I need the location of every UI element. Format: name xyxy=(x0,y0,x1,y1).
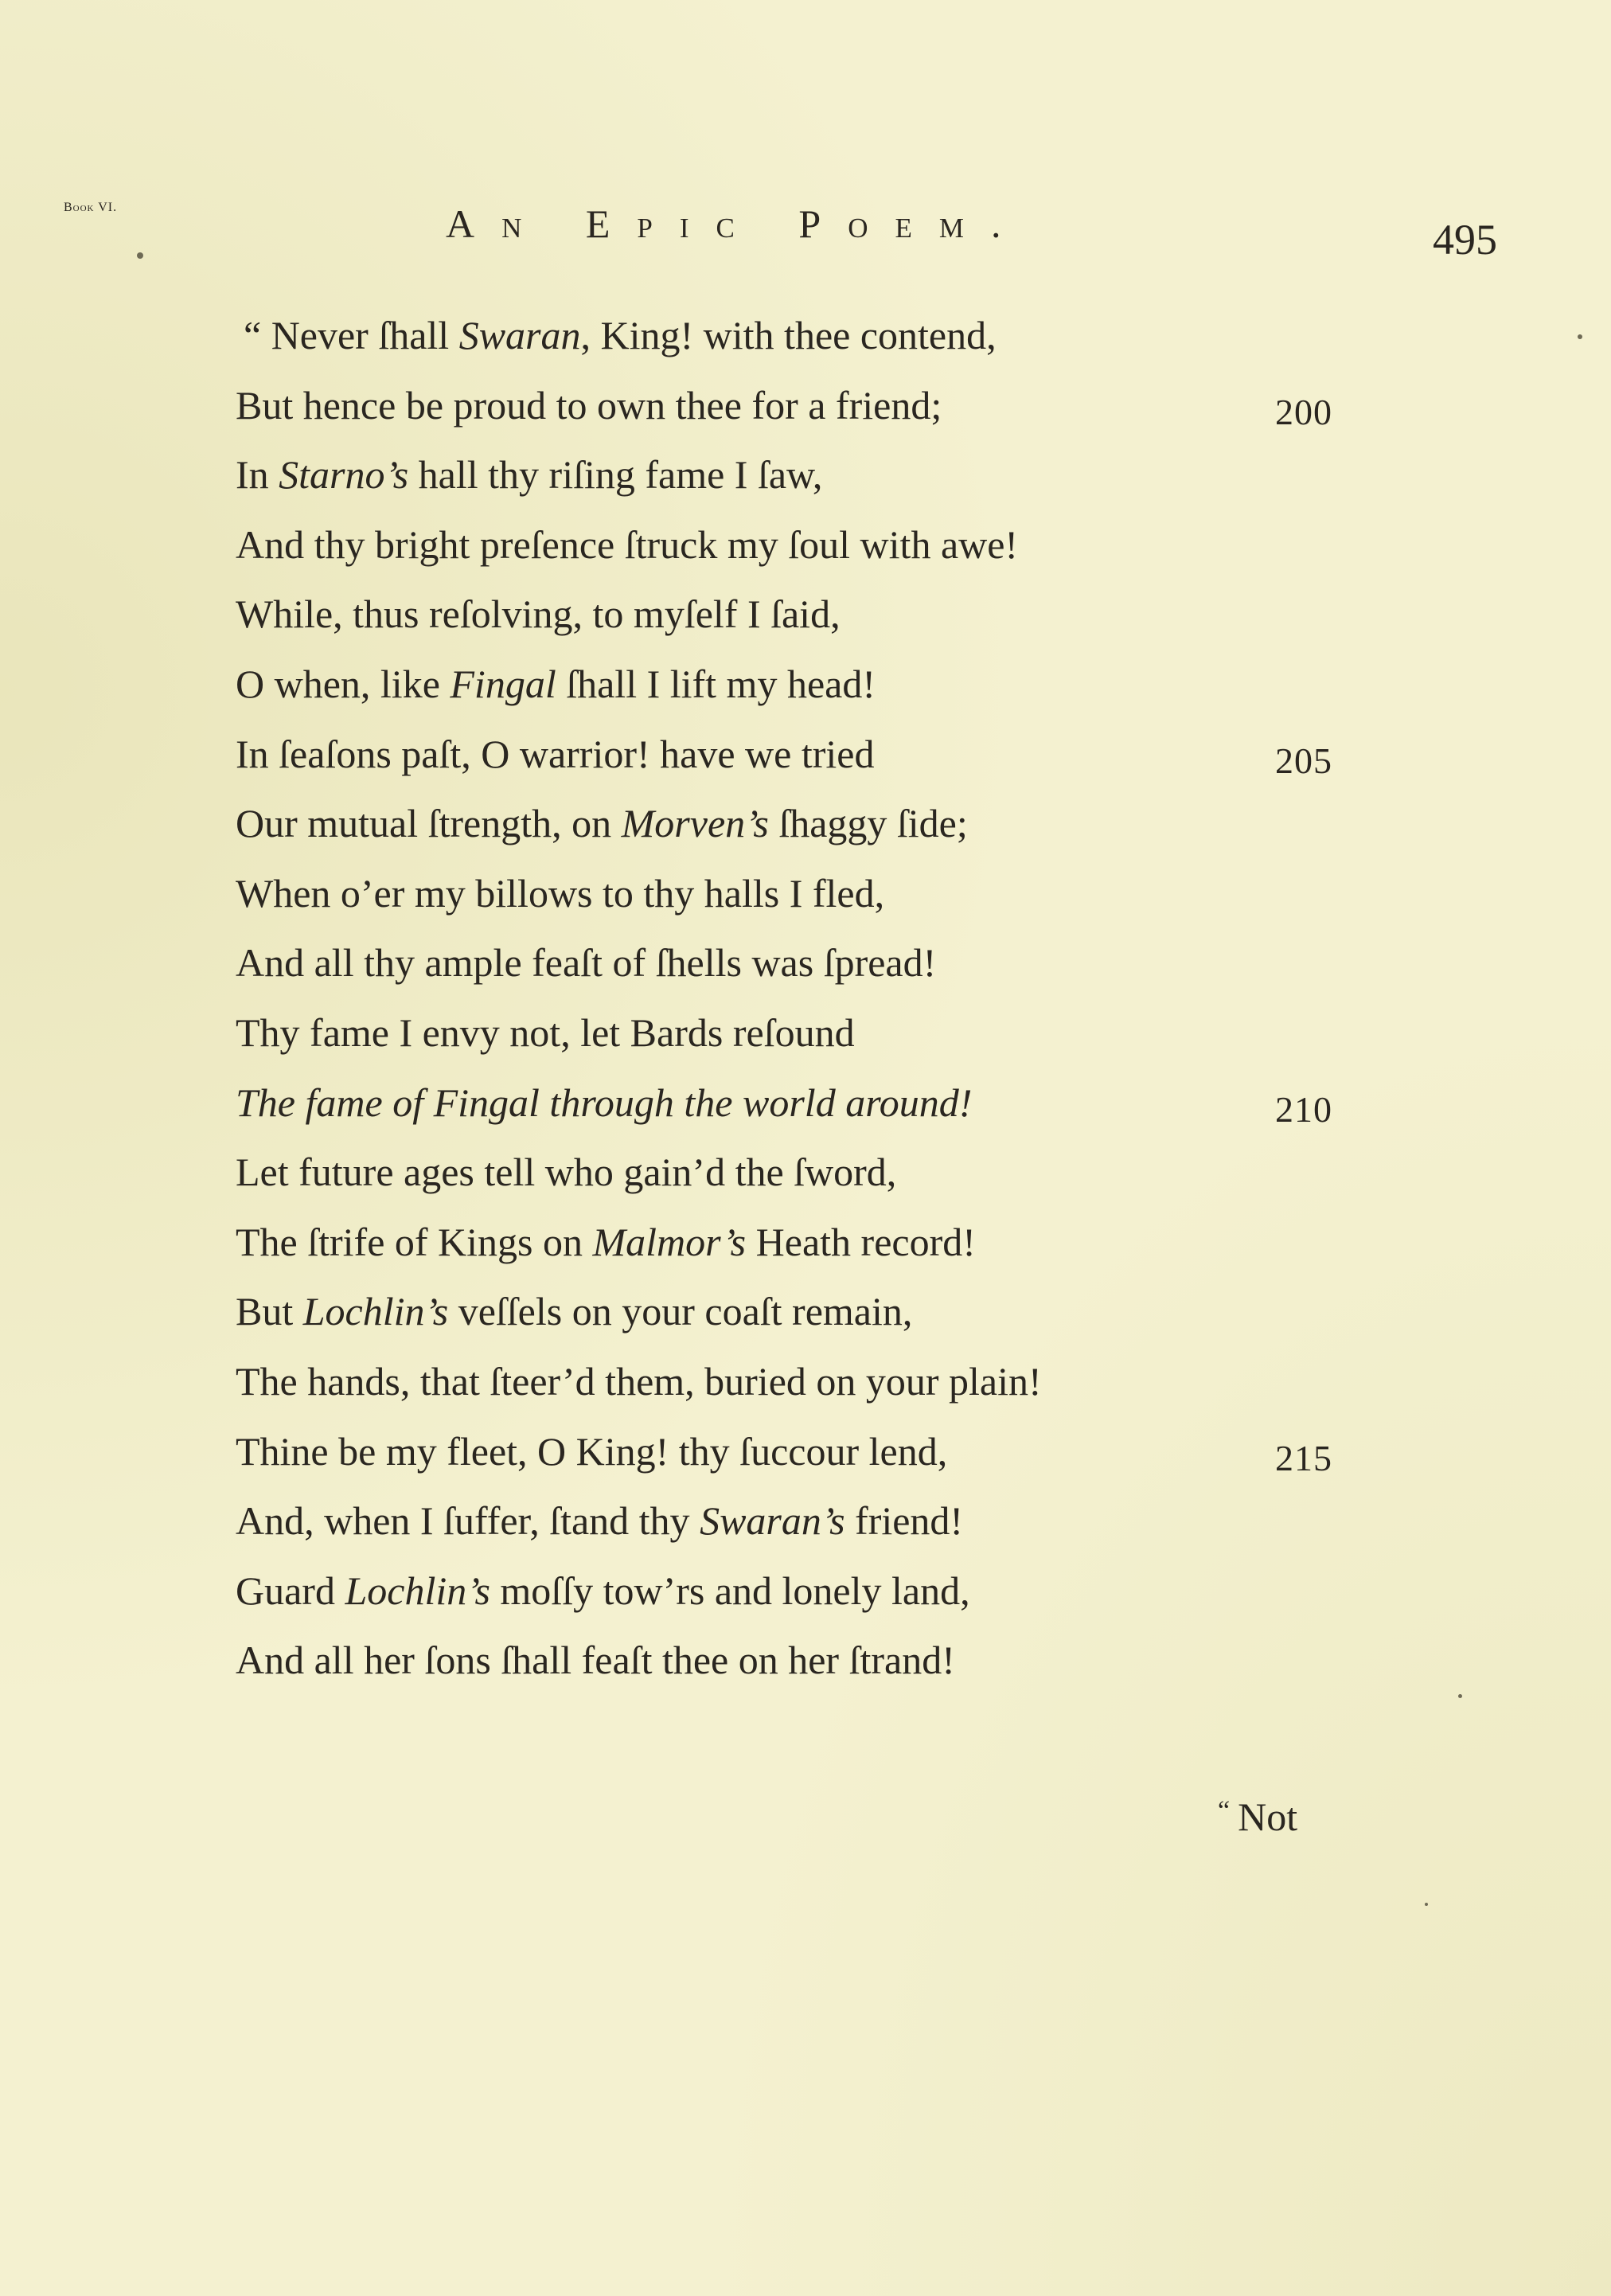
line-number: 210 xyxy=(1275,1088,1332,1130)
poem-line xyxy=(236,998,1398,1068)
line-text: The ſtrife of Kings on Malmor’s Heath record! xyxy=(236,1219,976,1264)
line-text: The fame of Fingal through the world around! xyxy=(236,1080,973,1125)
line-number: 215 xyxy=(1275,1437,1332,1478)
poem-line xyxy=(236,1626,1398,1696)
line-text: Our mutual ſtrength, on Morven’s ſhaggy ſide; xyxy=(236,801,968,846)
line-text: And thy bright preſence ſtruck my ſoul with awe! xyxy=(236,521,1019,567)
catchword xyxy=(1218,1783,1297,1845)
poem-line xyxy=(236,1208,1398,1278)
poem-line xyxy=(236,650,1398,720)
line-text: Let future ages tell who gain’d the ſword, xyxy=(236,1150,897,1195)
poem-line xyxy=(236,580,1398,650)
poem-line xyxy=(236,789,1398,859)
book-label: Book VI. xyxy=(64,201,118,214)
paper-speck xyxy=(1578,334,1582,339)
paper-speck xyxy=(1458,1694,1462,1698)
poem-line xyxy=(236,510,1398,580)
paper-speck xyxy=(137,252,143,259)
line-text: And, when I ſuffer, ſtand thy Swaran’s friend! xyxy=(236,1498,964,1544)
poem-line xyxy=(236,928,1398,998)
line-text: While, thus reſolving, to myſelf I ſaid, xyxy=(236,592,841,637)
poem-line xyxy=(236,720,1398,790)
line-text: Thy fame I envy not, let Bards reſound xyxy=(236,1009,855,1055)
paper-speck xyxy=(1425,1903,1428,1906)
poem-line xyxy=(236,440,1398,510)
catchword-text: Not xyxy=(1238,1794,1298,1839)
poem-line xyxy=(236,1277,1398,1347)
poem-line xyxy=(236,1347,1398,1417)
line-text: Thine be my fleet, O King! thy ſuccour lend, xyxy=(236,1428,948,1474)
poem-line xyxy=(236,301,1398,371)
line-number: 205 xyxy=(1275,740,1332,781)
poem-body xyxy=(236,301,1398,1696)
poem-line xyxy=(236,1556,1398,1626)
line-text: When o’er my billows to thy halls I fled, xyxy=(236,870,885,916)
line-text: In Starno’s hall thy riſing fame I ſaw, xyxy=(236,452,823,498)
line-text: But Lochlin’s veſſels on your coaſt remain, xyxy=(236,1289,913,1334)
poem-line xyxy=(236,1138,1398,1208)
poem-line xyxy=(236,371,1398,441)
running-title: An Epic Poem. xyxy=(446,201,1028,246)
line-text: And all her ſons ſhall feaſt thee on her ſtrand! xyxy=(236,1638,955,1683)
line-text: Guard Lochlin’s moſſy tow’rs and lonely land, xyxy=(236,1568,970,1613)
line-text: In ſeaſons paſt, O warrior! have we tried xyxy=(236,731,875,776)
line-text: The hands, that ſteer’d them, buried on your plain! xyxy=(236,1358,1042,1404)
line-text: O when, like Fingal ſhall I lift my head! xyxy=(236,661,876,706)
poem-line xyxy=(236,859,1398,929)
poem-line xyxy=(236,1486,1398,1556)
poem-line xyxy=(236,1068,1398,1138)
line-number: 200 xyxy=(1275,391,1332,432)
catchword-quote: “ xyxy=(1218,1796,1231,1825)
line-text: “ Never ſhall Swaran, King! with thee contend, xyxy=(244,313,997,357)
line-text: But hence be proud to own thee for a friend; xyxy=(236,382,942,428)
line-text: And all thy ample feaſt of ſhells was ſpread! xyxy=(236,940,937,986)
page-number: 495 xyxy=(1433,216,1497,264)
poem-line xyxy=(236,1417,1398,1487)
